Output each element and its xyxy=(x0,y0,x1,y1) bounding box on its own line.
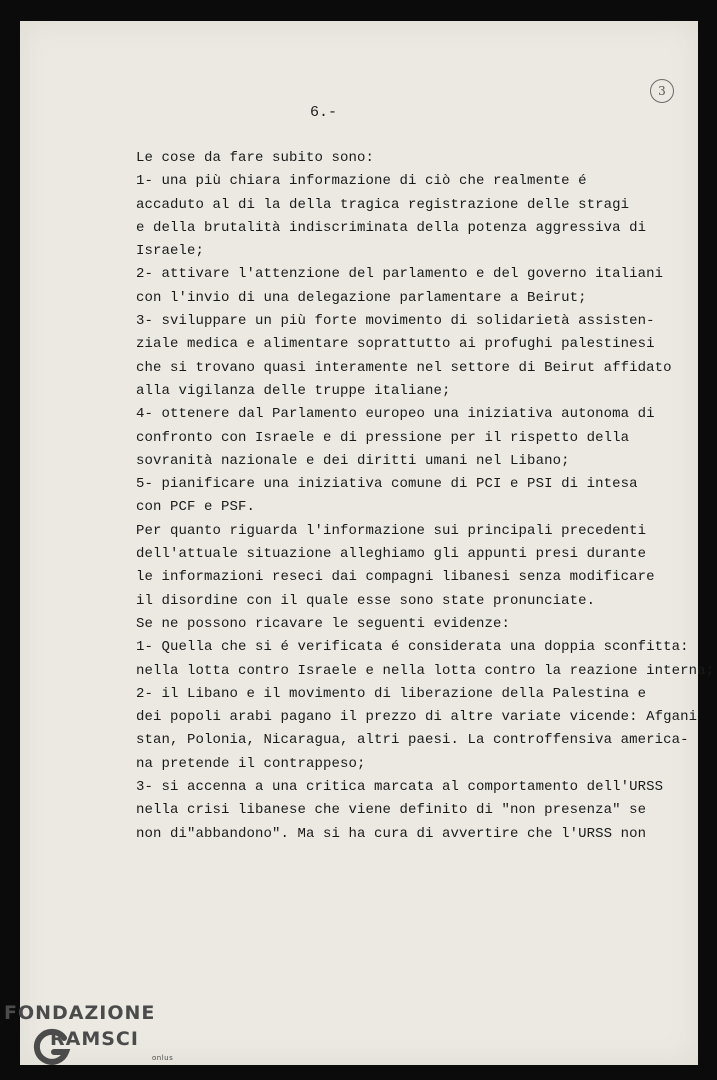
text-line: 3- sviluppare un più forte movimento di solidarietà assisten- xyxy=(136,313,655,330)
watermark-suffix: onlus xyxy=(152,1054,174,1062)
text-line: stan, Polonia, Nicaragua, altri paesi. La controffensiva america- xyxy=(136,732,689,749)
text-line: Se ne possono ricavare le seguenti evidenze: xyxy=(136,615,511,632)
archive-watermark xyxy=(4,1002,184,1076)
text-line: ziale medica e alimentare soprattutto ai profughi palestinesi xyxy=(136,336,655,353)
text-line: sovranità nazionale e dei diritti umani nel Libano; xyxy=(136,452,570,469)
text-line: alla vigilanza delle truppe italiane; xyxy=(136,382,451,399)
text-line: che si trovano quasi interamente nel settore di Beirut affidato xyxy=(136,359,672,376)
text-line: confronto con Israele e di pressione per il rispetto della xyxy=(136,429,630,446)
text-line: 3- si accenna a una critica marcata al comportamento dell'URSS xyxy=(136,779,664,796)
page-number: 6.- xyxy=(310,104,338,121)
text-line: 1- Quella che si é verificata é considerata una doppia sconfitta: xyxy=(136,639,689,656)
text-line: nella lotta contro Israele e nella lotta contro la reazione interna; xyxy=(136,662,715,679)
text-line: na pretende il contrappeso; xyxy=(136,755,366,772)
text-line: non di"abbandono". Ma si ha cura di avvertire che l'URSS non xyxy=(136,825,647,842)
text-line: le informazioni reseci dai compagni libanesi senza modificare xyxy=(136,569,655,586)
text-line: con l'invio di una delegazione parlamentare a Beirut; xyxy=(136,289,587,306)
text-line: con PCF e PSF. xyxy=(136,499,256,516)
text-line: 4- ottenere dal Parlamento europeo una iniziativa autonoma di xyxy=(136,406,655,423)
text-line: 5- pianificare una iniziativa comune di PCI e PSI di intesa xyxy=(136,476,638,493)
watermark-line2: RAMSCI xyxy=(50,1028,139,1050)
text-line: dei popoli arabi pagano il prezzo di altre variate vicende: Afgani xyxy=(136,709,698,726)
document-body xyxy=(136,147,715,846)
text-line: Le cose da fare subito sono: xyxy=(136,150,375,166)
text-line: 2- attivare l'attenzione del parlamento e del governo italiani xyxy=(136,266,664,283)
document-page xyxy=(20,21,715,1065)
text-line: accaduto al di la della tragica registrazione delle stragi xyxy=(136,196,630,213)
watermark-line1: FONDAZIONE xyxy=(4,1002,156,1024)
text-line: il disordine con il quale esse sono state pronunciate. xyxy=(136,592,596,609)
page-stamp: 3 xyxy=(650,79,674,103)
text-line: 2- il Libano e il movimento di liberazione della Palestina e xyxy=(136,685,647,702)
text-line: nella crisi libanese che viene definito di "non presenza" se xyxy=(136,802,647,819)
text-line: dell'attuale situazione alleghiamo gli appunti presi durante xyxy=(136,546,647,563)
text-line: 1- una più chiara informazione di ciò che realmente é xyxy=(136,173,587,190)
text-line: e della brutalità indiscriminata della potenza aggressiva di xyxy=(136,219,647,236)
text-line: Per quanto riguarda l'informazione sui principali precedenti xyxy=(136,522,647,539)
text-line: Israele; xyxy=(136,243,205,260)
